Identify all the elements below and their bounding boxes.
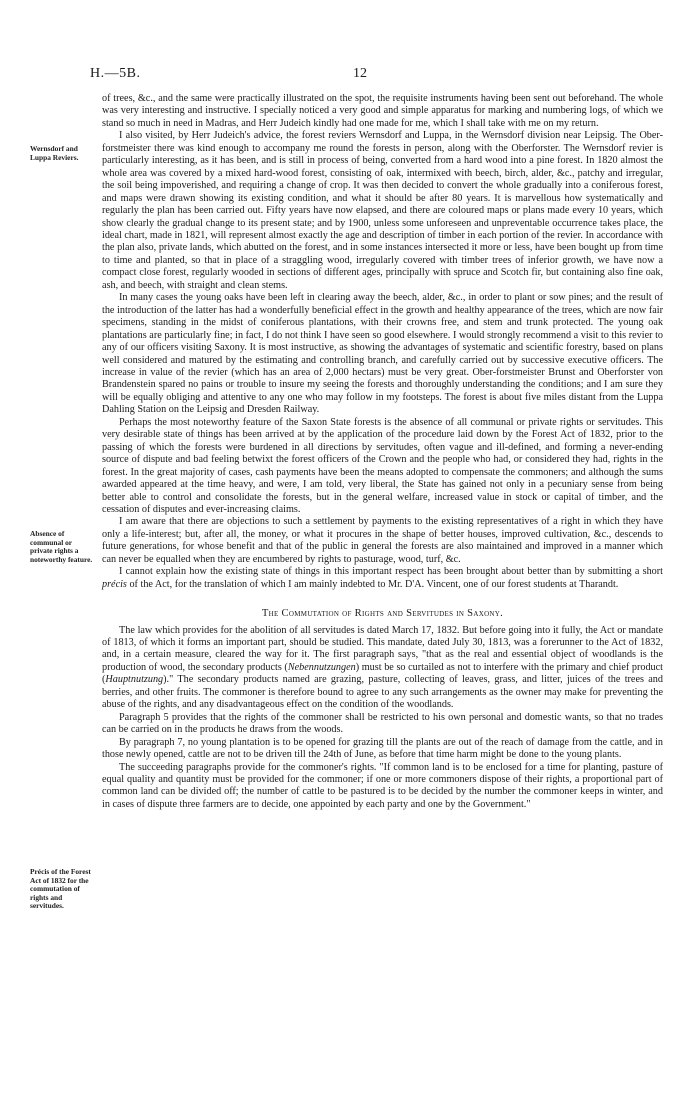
paragraph: I also visited, by Herr Judeich's advice, the forest reviers Wernsdorf and Luppa, in the Wernsdorf division near Leipsig. The Ober-forstmeister there was kind enough to accompany me round the forests in person, along with the Oberforster. The Wernsdorf revier is particularly interesting, as it has been, and is still in process of being, converted from a hard wood into a pine forest. In 1820 almost the whole area was covered by a mixed hard-wood forest, consisting of oak, intermixed with beech, birch, alder, &c., patchy and irregular, the soil being impoverished, and requiring a change of crop. It was then decided to convert the whole gradually into a coniferous forest, and maps were drawn showing its existing condition, and what it should be after 80 years. It is marvellous how systematically and regularly the plan has been carried out. Fifty years have now elapsed, and there are coloured maps or plans made every 10 years, which show clearly the gradual change to its present state; and by 1900, unless some unforeseen and unpreventable occurrence takes place, the ideal chart, made in 1821, will represent almost exactly the age and description of timber in each portion of the revier. In accordance with the plan also, private lands, which abutted on the forest, and in some instances intersected it more or less, have been bought up from time to time and planted, so that in place of a straggling wood, irregularly covered with timber trees of inferior growth, we have now a compact close forest, regularly wooded in sections of different ages, principally with spruce and Scotch fir, but containing also fine oak, ash, and beech, with straight and clean stems.: [102, 130, 663, 291]
italic-term: Nebennutzungen: [287, 661, 356, 673]
page-number: 12: [353, 66, 367, 81]
paragraph: Perhaps the most noteworthy feature of the Saxon State forests is the absence of all communal or private rights or servitudes. This very desirable state of things has been arrived at by the application of the procedure laid down by the Forest Act of 1832, prior to the passing of which the forests were burdened in all directions by servitudes, often vague and ill-defined, and forming a never-ending source of dispute and bad feeling betwixt the forest officers of the Crown and the people who had, or considered they had, rights in the forest. In the great majority of cases, cash payments have been the means adopted to compensate the commoners; and although the sums awarded appeared at the time heavy, and were, I am told, very liberal, the State has gained not only in a pecuniary sense from being better able to control and consolidate the forests, but in the general welfare, increased value in stock or capital of timber, and the cessation of disputes and ever-increasing claims.: [102, 416, 663, 515]
document-reference: H.—5B.: [90, 66, 141, 81]
italic-term: précis: [102, 578, 127, 590]
paragraph-text: The law which provides for the abolition of all servitudes is dated March 17, 1832. But before going into it fully, the Act or mandate of 1813, of which it forms an important part, should be studied. This mandate, dated July 30, 1813, was a forerunner to the Act of 1832, and, in a certain measure, cleared the way for it. The first paragraph says, "that as the real and essential object of woodlands is the production of wood, the secondary products (: [102, 624, 663, 673]
paragraph-text: of the Act, for the translation of which I am mainly indebted to Mr. D'A. Vincent, one of our forest students at Tharandt.: [129, 578, 619, 590]
paragraph: The succeeding paragraphs provide for the commoner's rights. "If common land is to be enclosed for a time for planting, pasture of equal quality and quantity must be provided for the commoner; if one or more commoners dispose of their rights, a proportional part of common land can be divided off; the number of cattle to be pastured is to be decided by the number the commoner keeps in winter, and in cases of dispute three farmers are to decide, one appointed by each party and one by the Government.": [102, 761, 663, 810]
paragraph: I am aware that there are objections to such a settlement by payments to the existing representatives of a right in which they have only a life-interest; but, after all, the money, or what it procures in the shape of better houses, improved cultivation, &c., descends to future generations, for whose benefit and that of the public in general the forests are also maintained and improved in a manner which can never be equalled when they are encumbered by rights to pasturage, wood, turf, &c.: [102, 516, 663, 565]
body-text: [102, 93, 663, 811]
page-header: [0, 66, 700, 86]
paragraph-text: I cannot explain how the existing state of things in this important respect has been brought about better than by submitting a short: [119, 566, 663, 578]
paragraph: Paragraph 5 provides that the rights of the commoner shall be restricted to his own personal and domestic wants, so that no trades can be carried on in the products he draws from the woods.: [102, 711, 663, 736]
margin-note-absence-of-rights: Absence of communal or private rights a noteworthy feature.: [30, 529, 93, 564]
paragraph: [102, 625, 663, 712]
margin-note-precis: Précis of the Forest Act of 1832 for the commutation of rights and servitudes.: [30, 867, 91, 911]
margin-note-wernsdorf: Wernsdorf and Luppa Reviers.: [30, 144, 79, 162]
paragraph: [102, 566, 663, 591]
paragraph-text: )." The secondary products named are grazing, pasture, collecting of leaves, grass, and litter, juices of the trees and berries, and other fruits. The commoner is therefore bound to agree to any such arrangements as the owner may make for preventing the abuse of the rights, and any disadvantageous effect on the condition of the woodlands.: [102, 674, 663, 711]
paragraph: In many cases the young oaks have been left in clearing away the beech, alder, &c., in order to plant or sow pines; and the result of the introduction of the latter has had a wonderfully beneficial effect in the growth and healthy appearance of the trees, which are now fair specimens, standing in the midst of coniferous plantations, with their crowns free, and stem and trunk protected. The young oak plantations are particularly fine; in fact, I do not think I have seen so good elsewhere. I would strongly recommend a visit to this revier to any of our officers visiting Saxony. It is most instructive, as showing the advantages of systematic and scientific forestry, based on plans well considered and matured by the estimating and controlling branch, and carefully carried out by successive executive officers. The increase in value of the revier (which has an area of 2,000 hectars) must be very great. Ober-forstmeister Brunst and Oberforster von Brandenstein spared no pains or trouble to insure my seeing the forests and thoroughly understanding the conditions; and I am sure they will be equally obliging and attentive to any one who may follow in my footsteps. The forest is about five miles distant from the Luppa Dahling Station on the Leipsig and Dresden Railway.: [102, 292, 663, 416]
paragraph: of trees, &c., and the same were practically illustrated on the spot, the requisite instruments having been sent out beforehand. The whole was very interesting and instructive. I specially noticed a very good and simple apparatus for marking and numbering logs, of which we stand so much in need in Madras, and Herr Judeich kindly had one made for me, which I shall take with me on my return.: [102, 93, 663, 129]
paragraph: By paragraph 7, no young plantation is to be opened for grazing till the plants are out of the reach of damage from the cattle, and in those newly opened, cattle are not to be driven till the 24th of June, as before that time harm might be done to the young plants.: [102, 736, 663, 761]
paragraph-text: ) must be so curtailed as not to interfere with the primary and chief product (: [102, 661, 664, 686]
italic-term: Hauptnutzung: [105, 674, 164, 686]
section-title: The Commutation of Rights and Servitudes in Saxony.: [261, 608, 504, 620]
